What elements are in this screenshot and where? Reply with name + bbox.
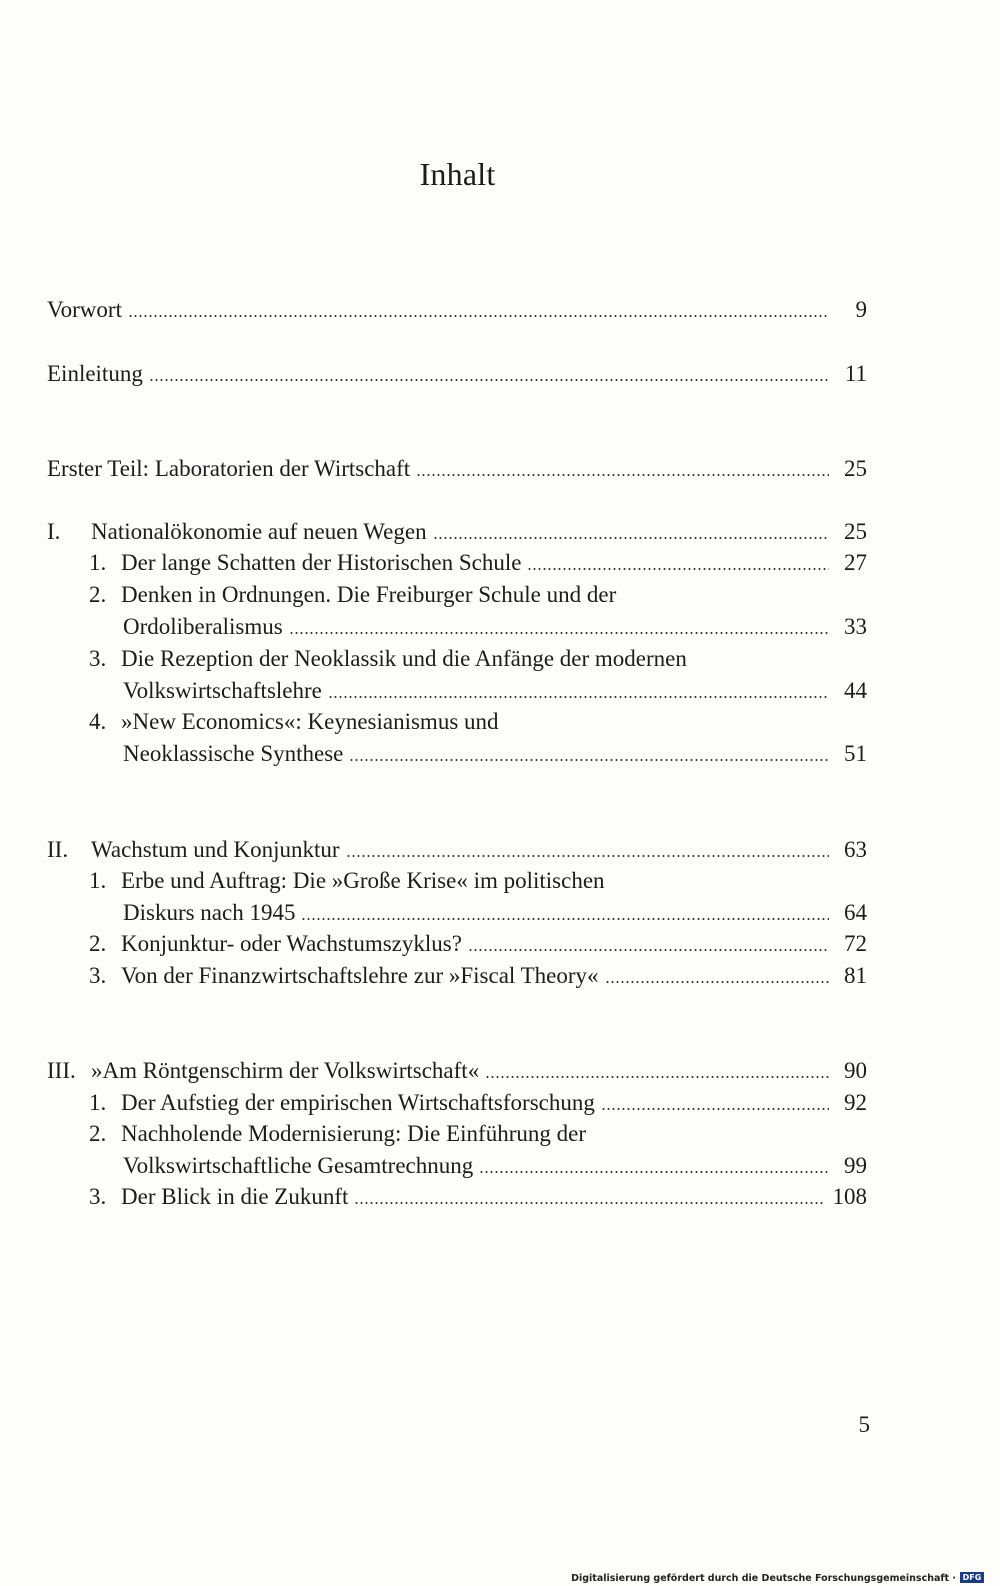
- toc-entry-number: 3.: [89, 1184, 107, 1209]
- dot-leader: [479, 1171, 829, 1173]
- dot-leader: [301, 918, 829, 920]
- dot-leader: [416, 474, 829, 476]
- toc-section: [47, 1179, 867, 1211]
- toc-section-continuation: [47, 609, 867, 641]
- toc-entry-label: Volkswirtschaftliche Gesamtrechnung: [123, 1153, 474, 1178]
- page-title: Inhalt: [419, 156, 496, 192]
- toc-entry-label: Die Rezeption der Neoklassik und die Anfänge der modernen: [121, 646, 687, 671]
- dot-leader: [128, 315, 829, 317]
- toc-entry-number: 1.: [89, 868, 107, 893]
- toc-entry-page: 51: [844, 741, 867, 766]
- toc-entry-einleitung: [47, 356, 867, 388]
- dot-leader: [354, 1202, 824, 1204]
- toc-entry-number: 4.: [89, 709, 107, 734]
- toc-entry-label: Wachstum und Konjunktur: [91, 837, 340, 862]
- toc-chapter-3: [47, 1053, 867, 1085]
- toc-entry-label: Von der Finanzwirtschaftslehre zur »Fiscal Theory«: [121, 963, 599, 988]
- toc-section: [47, 641, 867, 673]
- toc-entry-page: 72: [844, 931, 867, 956]
- dfg-logo: DFG: [960, 1572, 984, 1583]
- toc-entry-label: »New Economics«: Keynesianismus und: [121, 709, 499, 734]
- toc-entry-label: Der Blick in die Zukunft: [121, 1184, 349, 1209]
- toc-section: [47, 577, 867, 609]
- toc-entry-page: 33: [844, 614, 867, 639]
- toc-entry-number: 1.: [89, 550, 107, 575]
- toc-entry-label: Erbe und Auftrag: Die »Große Krise« im politischen: [121, 868, 605, 893]
- toc-entry-number: III.: [47, 1058, 76, 1083]
- toc-entry-number: 1.: [89, 1090, 107, 1115]
- dot-leader: [149, 379, 829, 381]
- toc-chapter-2: [47, 832, 867, 864]
- toc-entry-vorwort: [47, 292, 867, 324]
- toc-entry-page: 9: [855, 297, 867, 322]
- toc-entry-page: 81: [844, 963, 867, 988]
- toc-entry-label: Konjunktur- oder Wachstumszyklus?: [121, 931, 462, 956]
- toc-entry-page: 44: [844, 678, 867, 703]
- toc-section-continuation: [47, 673, 867, 705]
- toc-entry-page: 64: [844, 900, 867, 925]
- toc-section: [47, 1116, 867, 1148]
- toc-entry-page: 25: [844, 456, 867, 481]
- toc-entry-page: 92: [844, 1090, 867, 1115]
- toc-entry-label: Diskurs nach 1945: [123, 900, 296, 925]
- toc-section: [47, 704, 867, 736]
- toc-entry-page: 90: [844, 1058, 867, 1083]
- toc-entry-number: 2.: [89, 1121, 107, 1146]
- toc-entry-label: Vorwort: [47, 297, 122, 322]
- dot-leader: [601, 1108, 829, 1110]
- toc-entry-label: Denken in Ordnungen. Die Freiburger Schule und der: [121, 582, 617, 607]
- toc-part-heading: [47, 451, 867, 483]
- toc-entry-number: 2.: [89, 931, 107, 956]
- toc-entry-page: 63: [844, 837, 867, 862]
- toc-entry-number: 3.: [89, 646, 107, 671]
- dot-leader: [605, 981, 829, 983]
- toc-entry-number: 3.: [89, 963, 107, 988]
- toc-entry-label: Der Aufstieg der empirischen Wirtschaftsforschung: [121, 1090, 595, 1115]
- toc-entry-label: Erster Teil: Laboratorien der Wirtschaft: [47, 456, 411, 481]
- dot-leader: [485, 1076, 829, 1078]
- toc-section: [47, 863, 867, 895]
- toc-entry-label: Volkswirtschaftslehre: [123, 678, 322, 703]
- dot-leader: [527, 568, 829, 570]
- dot-leader: [349, 759, 829, 761]
- toc-section-continuation: [47, 1148, 867, 1180]
- toc-section-continuation: [47, 895, 867, 927]
- toc-entry-label: Nationalökonomie auf neuen Wegen: [91, 519, 427, 544]
- dot-leader: [346, 855, 829, 857]
- toc-entry-page: 11: [844, 361, 867, 386]
- toc-section: [47, 926, 867, 958]
- page-number: 5: [858, 1412, 870, 1437]
- toc-entry-page: 108: [832, 1184, 867, 1209]
- toc-entry-number: II.: [47, 837, 69, 862]
- toc-entry-label: Der lange Schatten der Historischen Schule: [121, 550, 522, 575]
- toc-entry-number: I.: [47, 519, 61, 544]
- toc-section-continuation: [47, 736, 867, 768]
- toc-entry-number: 2.: [89, 582, 107, 607]
- toc-entry-page: 25: [844, 519, 867, 544]
- toc-entry-label: Neoklassische Synthese: [123, 741, 344, 766]
- toc-entry-page: 27: [844, 550, 867, 575]
- toc-chapter-1: [47, 514, 867, 546]
- toc-entry-label: »Am Röntgenschirm der Volkswirtschaft«: [91, 1058, 480, 1083]
- dot-leader: [289, 632, 829, 634]
- toc-section: [47, 1085, 867, 1117]
- toc-entry-label: Ordoliberalismus: [123, 614, 283, 639]
- digitization-credit: Digitalisierung gefördert durch die Deutsche Forschungsgemeinschaft ·: [571, 1573, 956, 1584]
- dot-leader: [468, 949, 829, 951]
- toc-section: [47, 958, 867, 990]
- dot-leader: [433, 537, 829, 539]
- dot-leader: [328, 696, 829, 698]
- toc-entry-label: Einleitung: [47, 361, 143, 386]
- toc-section: [47, 545, 867, 577]
- toc-entry-page: 99: [844, 1153, 867, 1178]
- toc-entry-label: Nachholende Modernisierung: Die Einführung der: [121, 1121, 586, 1146]
